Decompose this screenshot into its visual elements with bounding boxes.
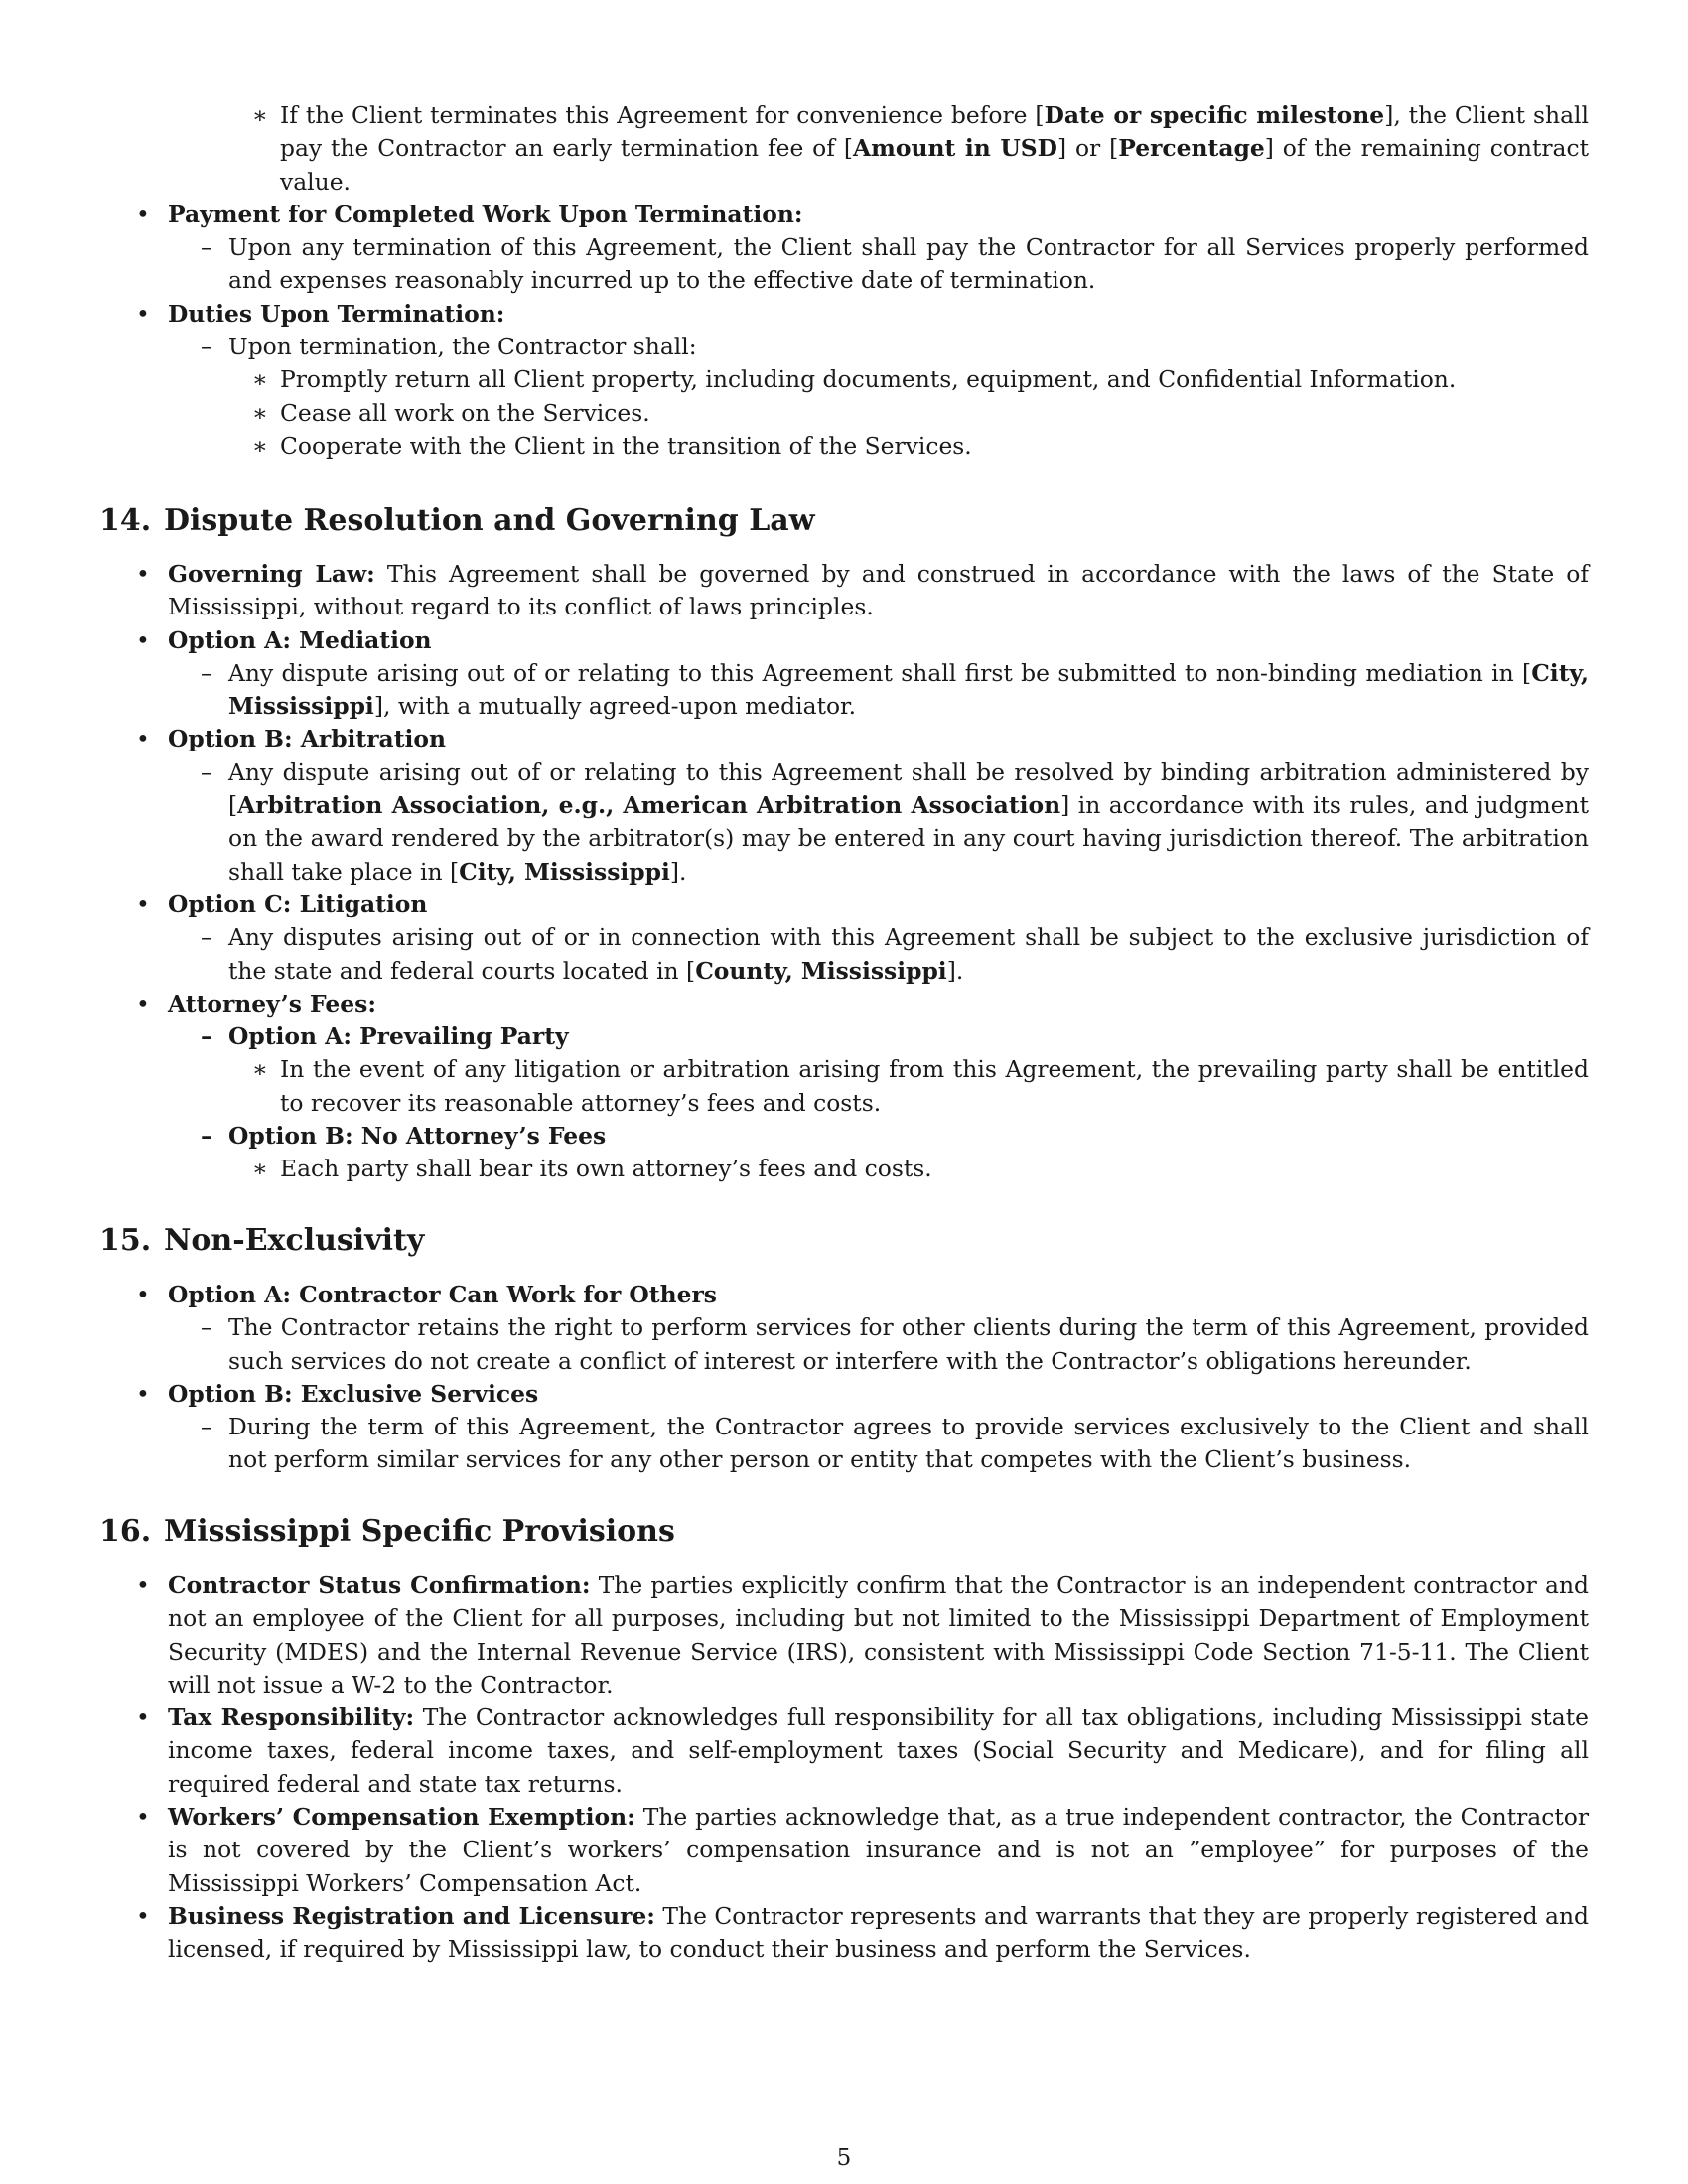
- placeholder-date-milestone: Date or specific milestone: [1044, 101, 1385, 129]
- item-text: Promptly return all Client property, including documents, equipment, and Confidential Information.: [280, 365, 1457, 394]
- fees-option-b-detail: [99, 1153, 1589, 1185]
- duty-item: [99, 397, 1589, 430]
- placeholder-county: County, Mississippi: [695, 956, 947, 985]
- dash-bullet: –: [201, 1122, 212, 1151]
- item-text: The parties explicitly confirm that the Contractor is an independent contractor and not an employee of the Client for all purposes, including but not limited to the Mississippi Department of Employment Security (MDES) and the Internal Revenue Service (IRS), consistent with Mississippi Code Section 71-5-11. The Client will not issue a W-2 to the Contractor.: [168, 1571, 1589, 1699]
- item-text: The Contractor retains the right to perform services for other clients during the term of this Agreement, provided such services do not create a conflict of interest or interfere with the Contractor’s obligations hereunder.: [228, 1313, 1589, 1375]
- text-run: If the Client terminates this Agreement for convenience before [: [280, 101, 1045, 129]
- asterisk-bullet: ∗: [252, 365, 268, 394]
- text-run: ], with a mutually agreed-upon mediator.: [373, 692, 857, 721]
- bullet: •: [136, 1803, 150, 1832]
- section-number: 15.: [99, 1223, 152, 1258]
- asterisk-bullet: ∗: [252, 431, 268, 460]
- arbitration-detail: [99, 756, 1589, 888]
- tax-responsibility-item: [99, 1702, 1589, 1801]
- bullet: •: [136, 889, 150, 918]
- item-label: Payment for Completed Work Upon Termination:: [168, 200, 803, 228]
- item-text: Upon any termination of this Agreement, the Client shall pay the Contractor for all Services properly performed and expenses reasonably incurred up to the effective date of termination.: [228, 233, 1589, 295]
- placeholder-amount: Amount in USD: [852, 134, 1057, 163]
- asterisk-bullet: ∗: [252, 1055, 268, 1084]
- dash-bullet: –: [201, 658, 212, 687]
- section-14-heading: [99, 503, 815, 539]
- contractor-status-item: [99, 1570, 1589, 1702]
- item-text: Upon termination, the Contractor shall:: [228, 333, 697, 361]
- dash-bullet: –: [201, 757, 212, 786]
- termination-continued: [99, 99, 1589, 463]
- option-b-arbitration-item: [99, 723, 1589, 755]
- payment-completed-work-item: [99, 199, 1589, 231]
- attorneys-fees-item: [99, 988, 1589, 1021]
- dash-bullet: –: [201, 923, 212, 952]
- section-16-heading: [99, 1514, 675, 1550]
- workers-comp-item: [99, 1801, 1589, 1900]
- text-run: ], the Client shall pay the Contractor an early termination fee of [: [280, 101, 1589, 163]
- litigation-detail: [99, 921, 1589, 988]
- placeholder-arbitration-association: Arbitration Association, e.g., American Arbitration Association: [237, 791, 1061, 820]
- non-exclusive-option-a: [99, 1279, 1589, 1311]
- text-run: Any dispute arising out of or relating to this Agreement shall first be submitted to non-binding mediation in [: [228, 658, 1532, 687]
- bullet: •: [136, 1901, 150, 1930]
- asterisk-bullet: ∗: [252, 101, 268, 129]
- item-label: Duties Upon Termination:: [168, 299, 505, 328]
- page-number: 5: [836, 2145, 852, 2171]
- option-a-mediation-item: [99, 624, 1589, 657]
- option-c-litigation-item: [99, 888, 1589, 921]
- item-label: Option B: Arbitration: [168, 725, 447, 753]
- text-run: Any dispute arising out of or relating to this Agreement shall be resolved by binding arbitration administered by [: [228, 757, 1589, 820]
- bullet: •: [136, 200, 150, 228]
- section-title: Non-Exclusivity: [164, 1223, 425, 1258]
- dash-bullet: –: [201, 233, 212, 262]
- dash-bullet: –: [201, 1023, 212, 1051]
- section-16-body: [99, 1570, 1589, 1967]
- item-label: Business Registration and Licensure:: [168, 1901, 655, 1930]
- dash-bullet: –: [201, 333, 212, 361]
- placeholder-city: City, Mississippi: [228, 658, 1589, 721]
- section-14-body: [99, 558, 1589, 1186]
- bullet: •: [136, 299, 150, 328]
- section-title: Dispute Resolution and Governing Law: [164, 503, 815, 538]
- item-text: The parties acknowledge that, as a true independent contractor, the Contractor is not covered by the Client’s workers’ compensation insurance and is not an ”employee” for purposes of the Mississippi Workers’ Compensation Act.: [168, 1803, 1590, 1897]
- placeholder-percentage: Percentage: [1118, 134, 1265, 163]
- section-number: 16.: [99, 1514, 152, 1549]
- item-text: Cease all work on the Services.: [280, 398, 650, 427]
- duty-item: [99, 430, 1589, 463]
- bullet: •: [136, 1571, 150, 1599]
- duty-item: [99, 363, 1589, 396]
- bullet: •: [136, 725, 150, 753]
- bullet: •: [136, 989, 150, 1018]
- item-label: Option B: No Attorney’s Fees: [228, 1122, 607, 1151]
- item-label: Contractor Status Confirmation:: [168, 1571, 591, 1599]
- exclusive-option-b-detail: [99, 1411, 1589, 1477]
- early-termination-fee-item: [99, 99, 1589, 199]
- item-label: Option A: Prevailing Party: [228, 1023, 569, 1051]
- text-run: ] or [: [1056, 134, 1119, 163]
- item-text: During the term of this Agreement, the Contractor agrees to provide services exclusively to the Client and shall not perform similar services for any other person or entity that competes with the Client’s business.: [228, 1413, 1589, 1474]
- fees-option-b: [99, 1120, 1589, 1153]
- governing-law-item: [99, 558, 1589, 624]
- item-text: The Contractor represents and warrants that they are properly registered and licensed, if required by Mississippi law, to conduct their business and perform the Services.: [168, 1901, 1589, 1964]
- placeholder-city: City, Mississippi: [459, 857, 670, 886]
- section-title: Mississippi Specific Provisions: [164, 1514, 675, 1549]
- bullet: •: [136, 1704, 150, 1732]
- fees-option-a-detail: [99, 1053, 1589, 1120]
- text-run: Any disputes arising out of or in connection with this Agreement shall be subject to the exclusive jurisdiction of the state and federal courts located in [: [228, 923, 1589, 985]
- asterisk-bullet: ∗: [252, 398, 268, 427]
- section-number: 14.: [99, 503, 152, 538]
- dash-bullet: –: [201, 1413, 212, 1441]
- text-run: ] in accordance with its rules, and judgment on the award rendered by the arbitrator(s) may be entered in any court having jurisdiction thereof. The arbitration shall take place in [: [228, 791, 1589, 886]
- dash-bullet: –: [201, 1313, 212, 1342]
- asterisk-bullet: ∗: [252, 1155, 268, 1183]
- item-label: Option A: Contractor Can Work for Others: [168, 1281, 717, 1308]
- exclusive-option-b: [99, 1378, 1589, 1411]
- item-text: The Contractor acknowledges full responsibility for all tax obligations, including Mississippi state income taxes, federal income taxes, and self-employment taxes (Social Security and Medicare), and for filing all required federal and state tax returns.: [168, 1704, 1589, 1798]
- mediation-detail: [99, 657, 1589, 724]
- fees-option-a: [99, 1021, 1589, 1053]
- item-label: Tax Responsibility:: [168, 1704, 415, 1732]
- bullet: •: [136, 1379, 150, 1408]
- section-15-heading: [99, 1223, 424, 1259]
- bullet: •: [136, 560, 150, 588]
- text-run: ] of the remaining contract value.: [280, 134, 1590, 196]
- item-label: Option B: Exclusive Services: [168, 1379, 539, 1408]
- non-exclusive-option-a-detail: [99, 1311, 1589, 1378]
- text-run: ].: [669, 857, 687, 886]
- item-text: Each party shall bear its own attorney’s fees and costs.: [280, 1155, 932, 1183]
- text-run: ].: [946, 956, 964, 985]
- section-15-body: [99, 1279, 1589, 1477]
- duties-upon-termination-item: [99, 298, 1589, 331]
- item-label: Option C: Litigation: [168, 889, 428, 918]
- bullet: •: [136, 1281, 150, 1308]
- item-text: This Agreement shall be governed by and construed in accordance with the laws of the State of Mississippi, without regard to its conflict of laws principles.: [168, 560, 1589, 621]
- business-registration-item: [99, 1900, 1589, 1967]
- item-text: In the event of any litigation or arbitration arising from this Agreement, the prevailing party shall be entitled to recover its reasonable attorney’s fees and costs.: [280, 1055, 1589, 1117]
- item-label: Governing Law:: [168, 560, 375, 588]
- item-label: Attorney’s Fees:: [168, 989, 376, 1018]
- bullet: •: [136, 625, 150, 654]
- duties-intro: [99, 331, 1589, 363]
- item-label: Option A: Mediation: [168, 625, 432, 654]
- item-label: Workers’ Compensation Exemption:: [168, 1803, 635, 1832]
- payment-completed-work-detail: [99, 231, 1589, 298]
- item-text: Cooperate with the Client in the transition of the Services.: [280, 431, 972, 460]
